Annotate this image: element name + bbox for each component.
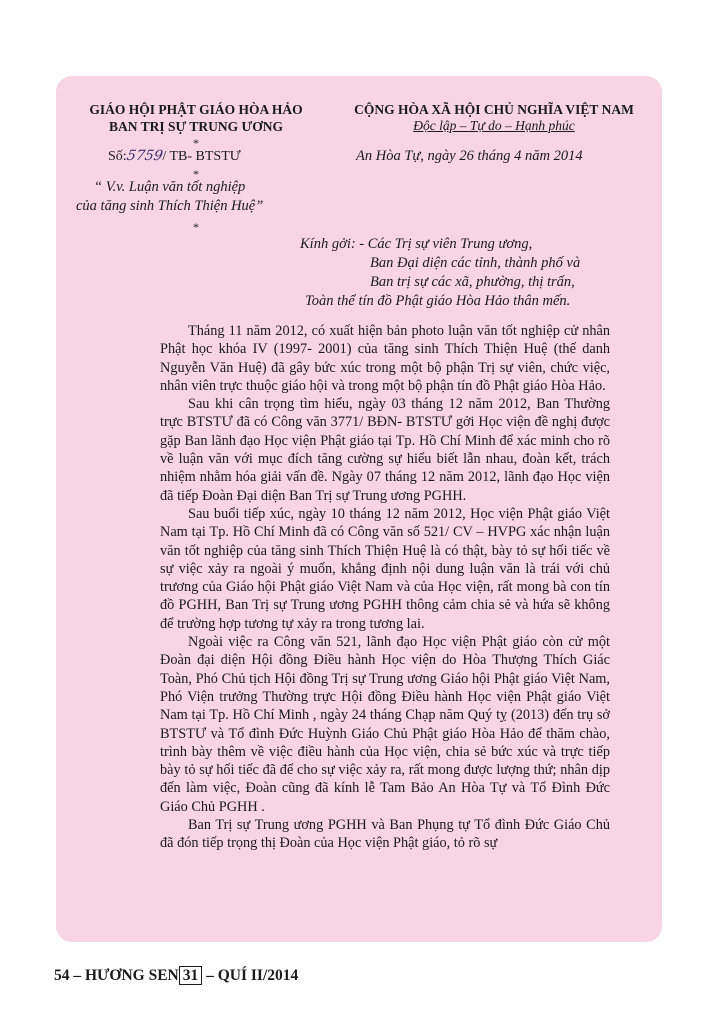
country-name: CỘNG HÒA XÃ HỘI CHỦ NGHĨA VIỆT NAM (354, 102, 634, 117)
page-number: 54 (54, 967, 70, 984)
reference-prefix: Số: (108, 149, 127, 164)
separator-star: * (193, 220, 199, 234)
paragraph-1: Tháng 11 năm 2012, có xuất hiện bản photo luận văn tốt nghiệp cử nhân Phật học khóa IV (1997- 2001) của tăng sinh Thích Thiện Huệ (thế danh Nguyễn Văn Huệ) đã gây bức xúc trong một bộ phận Trị sự viên, chức việc, nhân viên trực thuộc giáo hội và trong một bộ phận tín đồ Phật giáo Hòa Hảo. (160, 323, 610, 394)
recipients-line3: Ban trị sự các xã, phường, thị trấn, (370, 274, 575, 290)
national-motto: Độc lập – Tự do – Hạnh phúc (413, 118, 575, 133)
subject-line2: của tăng sinh Thích Thiện Huệ” (76, 198, 264, 214)
recipients-line4: Toàn thể tín đồ Phật giáo Hòa Hảo thân mến. (305, 293, 571, 309)
paragraph-4: Ngoài việc ra Công văn 521, lãnh đạo Học viện Phật giáo còn cử một Đoàn đại diện Hội đồng Điều hành Học viện do Hòa Thượng Thích Giác Toàn, Phó Chủ tịch Hội đồng Trị sự Trung ương Giáo hội Phật giáo Việt Nam, Phó Viện trưởng Thường trực Hội đồng Điều hành Học viện Phật giáo Việt Nam tại Tp. Hồ Chí Minh , ngày 24 tháng Chạp năm Quý tỵ (2013) đến trụ sở BTSTƯ và Tổ đình Đức Huỳnh Giáo Chủ Phật giáo Hòa Hảo để thăm chào, trình bày thêm về việc điều hành của Học viện, chia sẻ bức xúc và trực tiếp bày tỏ sự hối tiếc đã để cho sự việc xảy ra, rất mong được lượng thứ; nhân dịp đến làm việc, Đoàn cũng đã kính lễ Tam Bảo An Hòa Tự và Tổ Đình Đức Giáo Chủ PGHH . (160, 634, 610, 815)
issue-number: 31 (179, 966, 203, 985)
subject-line1: “ V.v. Luận văn tốt nghiệp (94, 179, 246, 195)
org-name-line2: BAN TRỊ SỰ TRUNG ƯƠNG (108, 119, 284, 134)
footer-dash: – (73, 967, 82, 984)
reference-suffix: / TB- BTSTƯ (162, 149, 241, 164)
paragraph-2: Sau khi cân trọng tìm hiểu, ngày 03 tháng 12 năm 2012, Ban Thường trực BTSTƯ đã có Công văn 3771/ BĐN- BTSTƯ gởi Học viện đề nghị được gặp Ban lãnh đạo Học viện Phật giáo tại Tp. Hồ Chí Minh để xác minh cho rõ về luận văn với mục đích tăng cường sự hiểu biết lẫn nhau, đoàn kết, trách nhiệm nhằm hóa giải vấn đề. Ngày 07 tháng 12 năm 2012, lãnh đạo Học viện đã tiếp Đoàn Đại diện Ban Trị sự Trung ương PGHH. (160, 396, 610, 504)
recipients-line2: Ban Đại diện các tỉnh, thành phố và (370, 255, 581, 271)
paragraph-5: Ban Trị sự Trung ương PGHH và Ban Phụng tự Tổ đình Đức Giáo Chủ đã đón tiếp trọng thị Đoàn của Học viện Phật giáo, tỏ rõ sự (160, 817, 610, 852)
reference-number (108, 148, 241, 165)
letter-body (160, 322, 610, 853)
place-date: An Hòa Tự, ngày 26 tháng 4 năm 2014 (356, 148, 583, 164)
page-footer (54, 966, 298, 985)
separator-star: * (193, 136, 199, 150)
magazine-name: HƯƠNG SEN (85, 967, 179, 984)
separator-star: * (193, 167, 199, 181)
handwritten-number: 5759 (125, 148, 164, 164)
org-name-line1: GIÁO HỘI PHẬT GIÁO HÒA HẢO (89, 102, 303, 117)
quarter-label: QUÍ II/2014 (217, 967, 299, 984)
footer-dash: – (206, 967, 214, 984)
paragraph-3: Sau buổi tiếp xúc, ngày 10 tháng 12 năm 2012, Học viện Phật giáo Việt Nam tại Tp. Hồ Chí Minh đã có Công văn số 521/ CV – HVPG xác nhận luận văn tốt nghiệp của tăng sinh Thích Thiện Huệ là có thật, bày tỏ sự hối tiếc về sự việc xảy ra ngoài ý muốn, khẳng định nội dung luận văn là trái với chủ trương của Giáo hội Phật giáo Việt Nam và của Học viện, rất mong bà con tín đồ PGHH, Ban Trị sự Trung ương PGHH thông cảm chia sẻ và hứa sẽ không để trường hợp tương tự xảy ra trong tương lai. (160, 505, 610, 632)
recipients-line1: Kính gởi: - Các Trị sự viên Trung ương, (300, 236, 533, 252)
